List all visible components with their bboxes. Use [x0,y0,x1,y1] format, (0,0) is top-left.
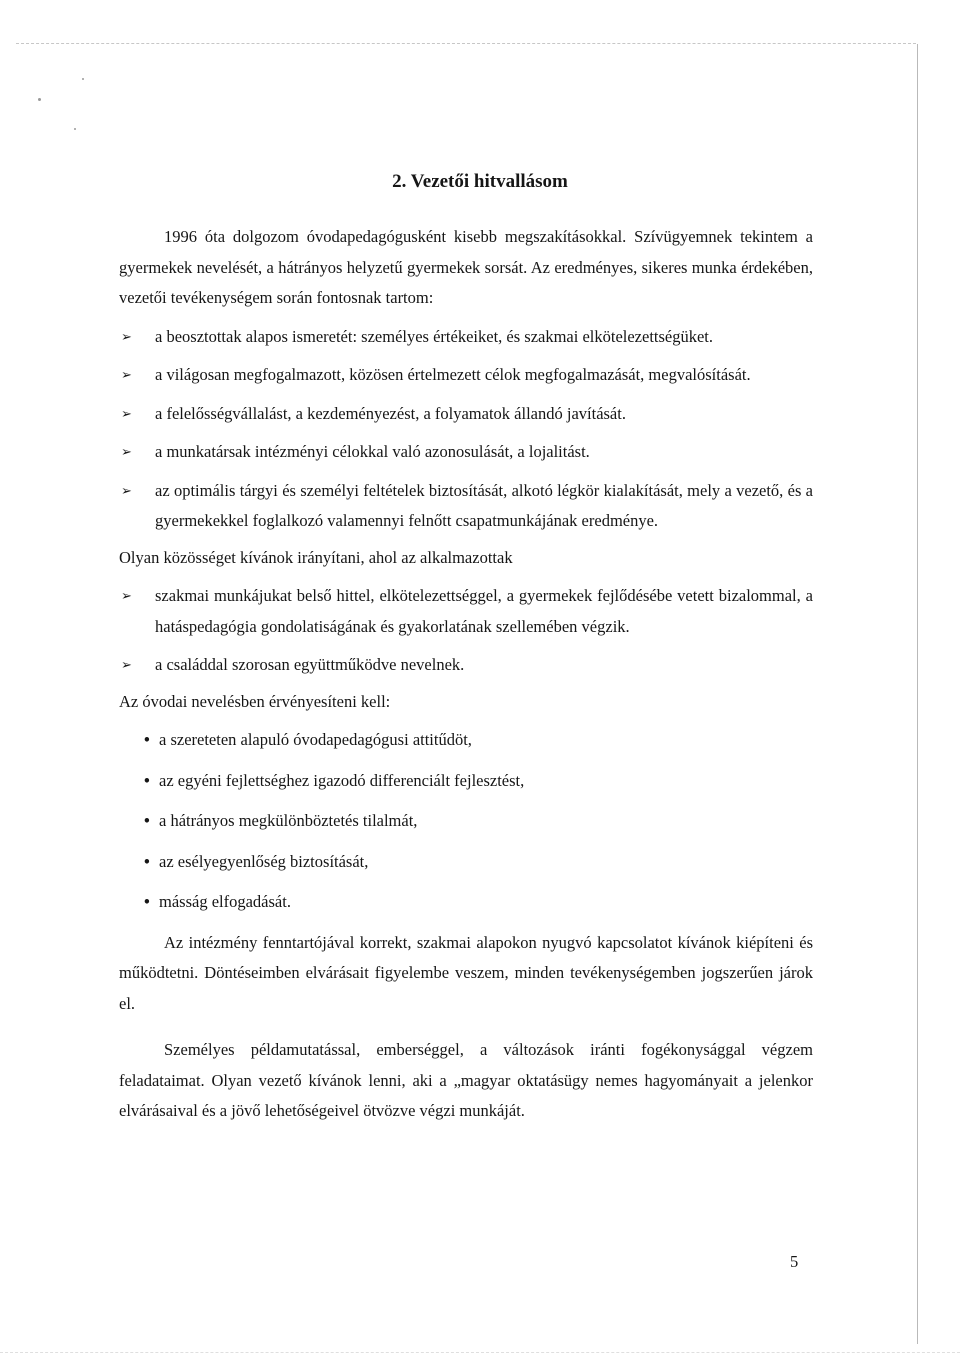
list-item-text: a munkatársak intézményi célokkal való azonosulását, a lojalitást. [155,442,590,461]
list-item [119,650,813,681]
arrow-bullet-icon: ➢ [121,328,132,344]
dot-bullet-icon: • [144,811,150,830]
list-item [119,806,813,837]
page-title: 2. Vezetői hitvallásom [392,170,568,192]
education-intro: Az óvodai nevelésben érvényesíteni kell: [119,691,391,711]
list-item-text: a hátrányos megkülönböztetés tilalmát, [159,811,418,830]
education-list [119,725,813,918]
dot-bullet-icon: • [144,892,150,911]
list-item-text: a szereteten alapuló óvodapedagógusi attitűdöt, [159,730,472,749]
scan-artifact-top-line [16,43,916,44]
personal-paragraph: Személyes példamutatással, emberséggel, a változások iránti fogékonysággal végzem feladataimat. Olyan vezető kívánok lenni, aki a „magyar oktatásügy nemes hagyományait a jelenkor elvárásaival és a jövő lehetőségeivel ötvözve végzi munkáját. [119,1040,813,1120]
list-item-text: a beosztottak alapos ismeretét: személyes értékeiket, és szakmai elkötelezettségüket. [155,326,714,346]
list-item [119,360,813,391]
scan-speck [74,128,76,130]
list-item [119,766,813,797]
list-item [119,847,813,878]
priorities-list [119,322,813,537]
list-item [119,399,813,430]
arrow-bullet-icon: ➢ [121,657,132,672]
list-item [119,581,813,642]
arrow-bullet-icon: ➢ [121,405,132,421]
list-item-text: a felelősségvállalást, a kezdeményezést, a folyamatok állandó javítását. [155,403,626,423]
list-item [119,887,813,918]
list-item-text: a családdal szorosan együttműködve nevelnek. [155,655,465,674]
maintainer-paragraph: Az intézmény fenntartójával korrekt, szakmai alapokon nyugvó kapcsolatot kívánok kiépíteni és működtetni. Döntéseimben elvárásait figyelembe veszem, minden tevékenységemben jogszerűen járok el. [119,932,813,1013]
dot-bullet-icon: • [144,770,150,790]
list-item [119,476,813,537]
intro-paragraph: 1996 óta dolgozom óvodapedagógusként kisebb megszakításokkal. Szívügyemnek tekintem a gyermekek nevelését, a hátrányos helyzetű gyermekek sorsát. Az eredményes, sikeres munka érdekében, vezetői tevékenységem során fontosnak tartom: [119,227,813,307]
list-item-text: az esélyegyenlőség biztosítását, [159,851,369,871]
dot-bullet-icon: • [144,730,150,749]
list-item [119,725,813,756]
list-item-text: szakmai munkájukat belső hittel, elkötelezettséggel, a gyermekek fejlődésébe vetett bizalommal, a hatáspedagógia gondolatiságának és gyakorlatának szellemében végzik. [155,586,813,636]
arrow-bullet-icon: ➢ [121,367,132,382]
list-item [119,437,813,468]
arrow-bullet-icon: ➢ [121,482,132,498]
arrow-bullet-icon: ➢ [121,444,132,459]
scan-speck [82,78,84,80]
scan-artifact-bottom-line [0,1352,960,1353]
list-item-text: az egyéni fejlettséghez igazodó differenciált fejlesztést, [159,770,525,790]
page-number: 5 [790,1252,799,1271]
scan-artifact-right-line [917,44,918,1344]
list-item-text: a világosan megfogalmazott, közösen értelmezett célok megfogalmazását, megvalósítását. [155,365,751,384]
scan-speck [38,98,41,101]
list-item-text: az optimális tárgyi és személyi feltételek biztosítását, alkotó légkör kialakítását, mely a vezető, és a gyermekekkel foglalkozó valamennyi felnőtt csapatmunkájának eredménye. [155,480,813,530]
community-list [119,581,813,681]
community-intro: Olyan közösséget kívánok irányítani, ahol az alkalmazottak [119,547,513,567]
arrow-bullet-icon: ➢ [121,588,132,603]
document-body [119,222,813,1127]
list-item [119,322,813,353]
dot-bullet-icon: • [144,851,150,871]
list-item-text: másság elfogadását. [159,892,291,911]
